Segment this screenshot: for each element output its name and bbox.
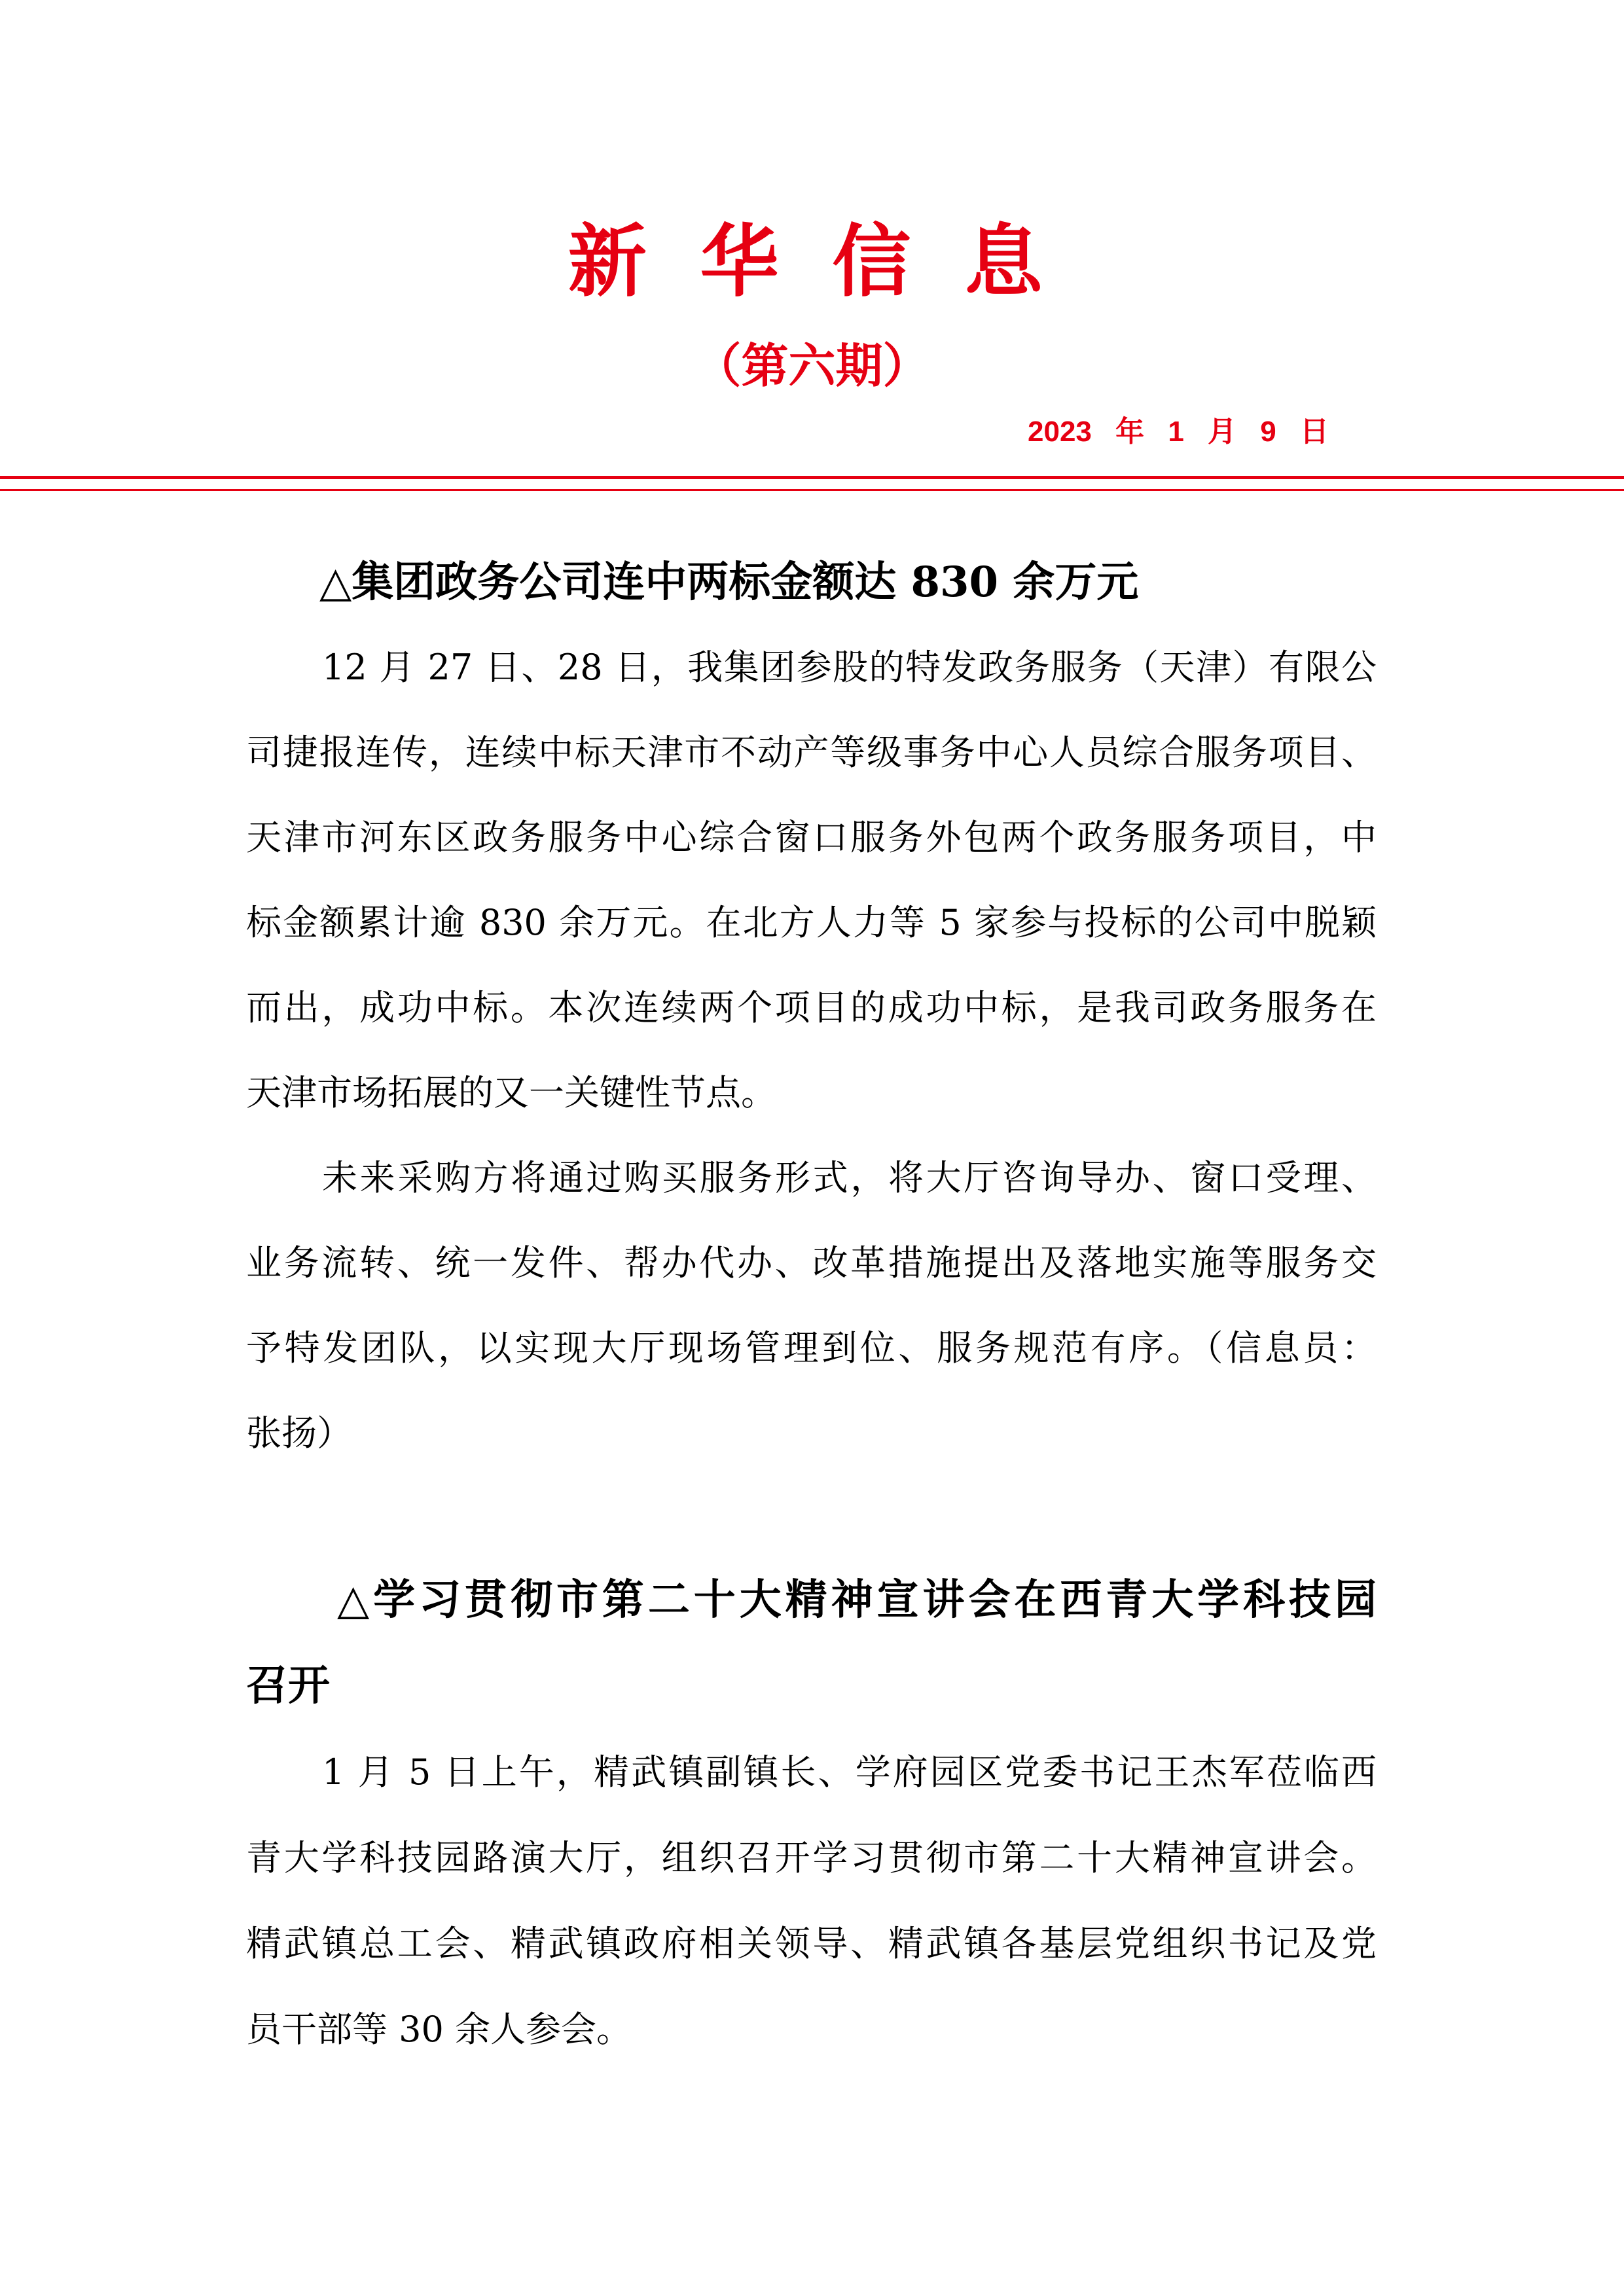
issue-date: 2023 年 1 月 9 日: [1028, 416, 1329, 448]
article-heading-continued: 召开: [246, 1662, 330, 1710]
paragraph-line: 12 月 27 日、28 日，我集团参股的特发政务服务（天津）有限公: [322, 647, 1377, 688]
masthead-divider-top: [0, 476, 1624, 479]
paragraph-line: 精武镇总工会、精武镇政府相关领导、精武镇各基层党组织书记及党: [246, 1923, 1377, 1964]
paragraph-line: 而出，成功中标。本次连续两个项目的成功中标，是我司政务服务在: [246, 987, 1377, 1028]
article-tender-win: [246, 540, 1377, 1476]
paragraph-line: 予特发团队，以实现大厅现场管理到位、服务规范有序。（信息员：: [246, 1327, 1377, 1369]
paragraph-line: 青大学科技园路演大厅，组织召开学习贯彻市第二十大精神宣讲会。: [246, 1837, 1377, 1878]
article-heading: △集团政务公司连中两标金额达 830 余万元: [319, 558, 1139, 607]
newsletter-title: 新 华 信 息: [568, 215, 1056, 308]
paragraph-line: 天津市场拓展的又一关键性节点。: [246, 1072, 776, 1113]
paragraph-line: 张扬）: [246, 1412, 352, 1454]
paragraph-line: 未来采购方将通过购买服务形式，将大厅咨询导办、窗口受理、: [322, 1157, 1377, 1198]
masthead-divider-bottom: [0, 489, 1624, 491]
issue-number: （第六期）: [694, 338, 930, 393]
paragraph-line: 员干部等 30 余人参会。: [246, 2009, 632, 2050]
paragraph-line: 天津市河东区政务服务中心综合窗口服务外包两个政务服务项目，中: [246, 817, 1377, 858]
paragraph-line: 司捷报连传，连续中标天津市不动产等级事务中心人员综合服务项目、: [246, 732, 1377, 773]
paragraph: [246, 1729, 1377, 2072]
paragraph: [246, 1136, 1377, 1476]
paragraph-line: 业务流转、统一发件、帮办代办、改革措施提出及落地实施等服务交: [246, 1242, 1377, 1283]
paragraph-line: 1 月 5 日上午，精武镇副镇长、学府园区党委书记王杰军莅临西: [322, 1751, 1377, 1793]
article-heading: △学习贯彻市第二十大精神宣讲会在西青大学科技园: [337, 1576, 1377, 1624]
paragraph: [246, 625, 1377, 1136]
article-lecture-meeting: [246, 1558, 1377, 2072]
paragraph-line: 标金额累计逾 830 余万元。在北方人力等 5 家参与投标的公司中脱颖: [246, 902, 1377, 943]
